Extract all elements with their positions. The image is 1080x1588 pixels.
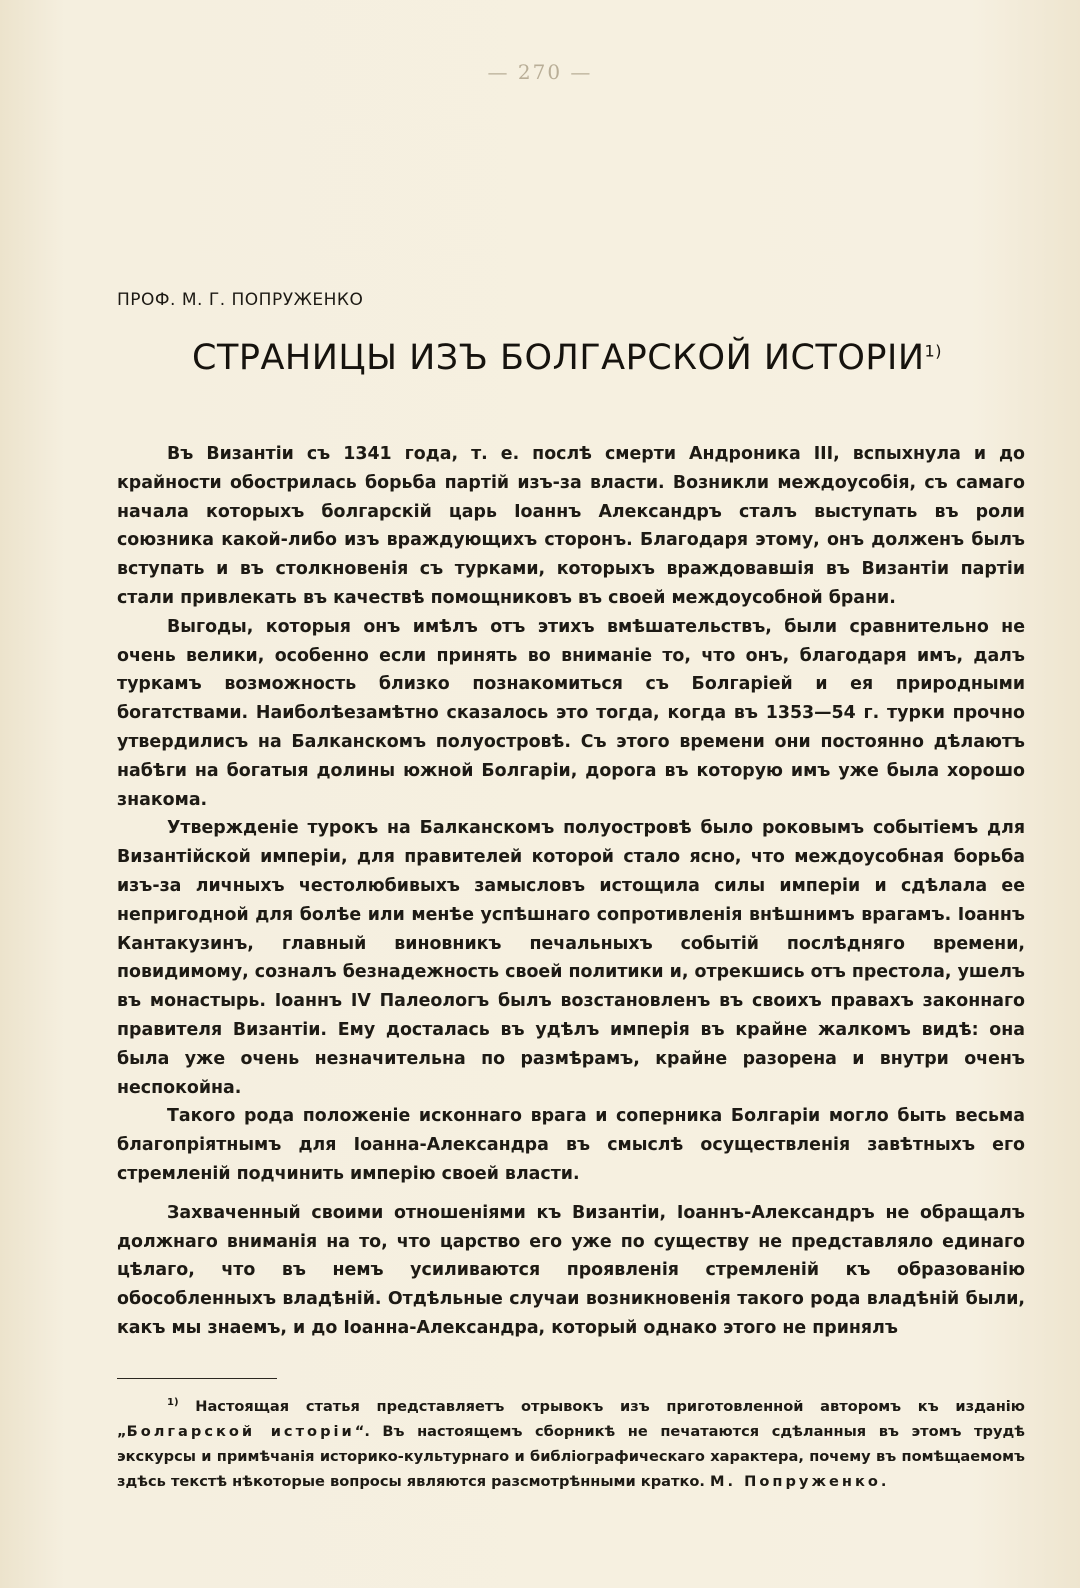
footnote-signature: М. Попруженко. (710, 1472, 890, 1490)
paragraph: Захваченный своими отношенiями къ Византiи, Iоаннъ-Александръ не обращалъ должнаго вниманiя на то, что царство его уже по существу не представляло единаго цѣлаго, что въ немъ усиливаются проявленiя стремленiй къ образованiю обособленныхъ владѣнiй. Отдѣльные случаи возникновенiя такого рода владѣнiй были, какъ мы знаемъ, и до Iоанна-Александра, который однако этого не принялъ (117, 1202, 1025, 1338)
article-body (117, 440, 1025, 1343)
page-number: — 270 — (487, 60, 593, 84)
title-footnote-mark[interactable]: 1) (924, 341, 942, 361)
footnote-text-part: Настоящая статья представляетъ отрывокъ изъ приготовленной авторомъ къ изданiю „ (117, 1397, 1025, 1440)
footnote-text (117, 1390, 1025, 1494)
article-author: ПРОФ. М. Г. ПОПРУЖЕНКО (117, 290, 364, 310)
paragraph: Такого рода положенiе исконнаго врага и соперника Болгарiи могло быть весьма благопрiятнымъ для Iоанна-Александра въ смыслѣ осуществленiя завѣтныхъ его стремленiй подчинить имперiю своей власти. (117, 1106, 1025, 1184)
article-title (117, 338, 1017, 378)
footnote-book-title: Болгарской исторiи (126, 1422, 355, 1440)
paragraph: Выгоды, которыя онъ имѣлъ отъ этихъ вмѣшательствъ, были сравнительно не очень велики, особенно если принять во вниманiе то, что онъ, благодаря имъ, далъ туркамъ возможность близко познакомиться съ Болгарiей и ея природными богатствами. Наиболѣезамѣтно сказалось это тогда, когда въ 1353—54 г. турки прочно утвердилисъ на Балканскомъ полуостровѣ. Съ этого времени они постоянно дѣлаютъ набѣги на богатыя долины южной Болгарiи, дорога въ которую имъ уже была хорошо знакома. (117, 616, 1025, 810)
footnote-divider (117, 1378, 277, 1379)
paragraph: Утвержденiе турокъ на Балканскомъ полуостровѣ было роковымъ событiемъ для Византiйской имперiи, для правителей которой стало ясно, что междоусобная борьба изъ-за личныхъ честолюбивыхъ замысловъ истощила силы имперiи и сдѣлала ее непригодной для болѣе или менѣе успѣшнаго сопротивленiя внѣшнимъ врагамъ. Iоаннъ Кантакузинъ, главный виновникъ печальныхъ событiй послѣдняго времени, повидимому, созналъ безнадежность своей политики и, отрекшись отъ престола, ушелъ въ монастырь. Iоаннъ IV Палеологъ былъ возстановленъ въ своихъ правахъ законнаго правителя Византiи. Ему досталась въ удѣлъ имперiя въ крайне жалкомъ видѣ: она была уже очень незначительна по размѣрамъ, крайне разорена и внутри оченъ неспокойна. (117, 818, 1025, 1098)
footnote-mark: 1) (167, 1397, 179, 1408)
paragraph: Въ Византiи съ 1341 года, т. е. послѣ смерти Андроника III, вспыхнула и до крайности обострилась борьба партiй изъ-за власти. Возникли междоусобiя, съ самаго начала которыхъ болгарскiй царь Iоаннъ Александръ сталъ выступать въ роли союзника какой-либо изъ враждующихъ сторонъ. Благодаря этому, онъ долженъ былъ вступать и въ столкновенiя съ турками, которыхъ враждовавшiя въ Византiи партiи стали привлекать въ качествѣ помощниковъ въ своей междоусобной брани. (117, 444, 1025, 608)
article-title-text: СТРАНИЦЫ ИЗЪ БОЛГАРСКОЙ ИСТОРIИ (192, 338, 925, 378)
footnote-text-part: “. Въ настоящемъ сборникѣ не печатаются сдѣланныя въ этомъ трудѣ экскурсы и примѣчанiя историко-культурнаго и библiографическаго характера, почему въ помѣщаемомъ здѣсь текстѣ нѣкоторые вопросы являются разсмотрѣнными кратко. (117, 1422, 1025, 1490)
footnote (117, 1390, 1025, 1494)
